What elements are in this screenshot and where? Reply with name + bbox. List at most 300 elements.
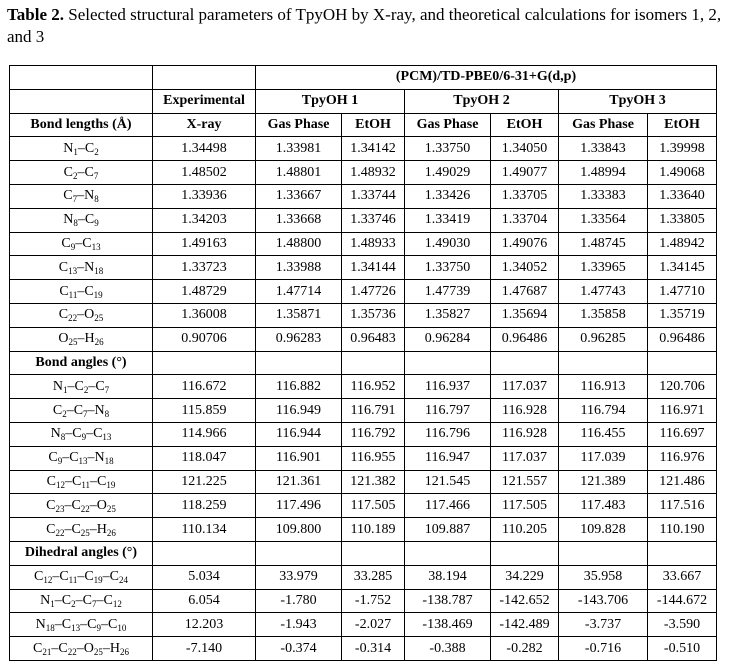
label-symbol: –: [75, 235, 83, 251]
header-row-method: [10, 66, 717, 90]
value-cell: 1.49076: [491, 232, 559, 256]
empty-cell: [405, 351, 491, 375]
label-symbol: C: [46, 521, 56, 537]
table-row: [10, 256, 717, 280]
value-cell: 1.48745: [559, 232, 648, 256]
label-symbol: C: [33, 569, 44, 585]
label-symbol: –: [80, 616, 88, 632]
table-row: [10, 161, 717, 185]
value-cell: 1.33705: [491, 184, 559, 208]
label-symbol: C: [58, 259, 69, 275]
value-cell: 114.966: [153, 422, 256, 446]
table-row: [10, 375, 717, 399]
value-cell: 1.33668: [256, 208, 342, 232]
label-subscript: 11: [81, 479, 90, 490]
value-cell: 1.48502: [153, 161, 256, 185]
empty-cell: [491, 541, 559, 565]
section-title: Bond angles (°): [10, 351, 153, 375]
label-subscript: 18: [104, 456, 114, 467]
label-symbol: O: [58, 331, 69, 347]
label-subscript: 8: [104, 408, 110, 419]
value-cell: 1.49029: [405, 161, 491, 185]
value-cell: 118.259: [153, 494, 256, 518]
empty-cell: [256, 541, 342, 565]
label-subscript: 26: [119, 646, 129, 657]
label-symbol: H: [109, 640, 120, 656]
label-subscript: 25: [68, 337, 78, 348]
value-cell: 12.203: [153, 613, 256, 637]
value-cell: 33.285: [342, 565, 405, 589]
caption-text: Selected structural parameters of TpyOH by X-ray, and theoretical calculations for isomers 1, 2, and 3: [7, 5, 722, 46]
label-symbol: C: [61, 592, 72, 608]
table-row: [10, 637, 717, 661]
value-cell: 109.828: [559, 518, 648, 542]
label-subscript: 7: [104, 384, 110, 395]
value-cell: 35.958: [559, 565, 648, 589]
gas-phase-header: Gas Phase: [405, 113, 491, 137]
empty-cell: [559, 351, 648, 375]
label-subscript: 13: [68, 265, 78, 276]
label-subscript: 25: [93, 646, 103, 657]
label-subscript: 2: [83, 384, 89, 395]
parameter-label: [10, 613, 153, 637]
value-cell: 116.792: [342, 422, 405, 446]
label-subscript: 2: [62, 408, 67, 419]
structural-parameters-table: [9, 65, 717, 661]
value-cell: 1.33564: [559, 208, 648, 232]
value-cell: 1.33936: [153, 184, 256, 208]
label-symbol: C: [107, 616, 118, 632]
label-symbol: –: [52, 569, 60, 585]
label-symbol: N: [52, 378, 63, 394]
label-symbol: C: [82, 235, 92, 251]
value-cell: 1.35694: [491, 303, 559, 327]
value-cell: 117.466: [405, 494, 491, 518]
value-cell: 1.33667: [256, 184, 342, 208]
label-subscript: 7: [72, 194, 78, 205]
value-cell: 121.545: [405, 470, 491, 494]
label-symbol: C: [95, 378, 105, 394]
label-symbol: –: [64, 521, 72, 537]
table-row: [10, 232, 717, 256]
label-subscript: 13: [102, 432, 112, 443]
label-subscript: 19: [106, 479, 116, 490]
label-subscript: 1: [73, 146, 78, 157]
value-cell: 34.229: [491, 565, 559, 589]
label-subscript: 9: [70, 241, 76, 252]
label-subscript: 11: [68, 289, 78, 300]
label-symbol: –: [64, 497, 72, 513]
value-cell: 1.35858: [559, 303, 648, 327]
value-cell: 117.037: [491, 446, 559, 470]
value-cell: 116.928: [491, 399, 559, 423]
value-cell: 1.48932: [342, 161, 405, 185]
value-cell: 1.33426: [405, 184, 491, 208]
value-cell: 1.49030: [405, 232, 491, 256]
value-cell: 1.35736: [342, 303, 405, 327]
label-subscript: 9: [96, 622, 101, 633]
label-symbol: –: [77, 259, 85, 275]
value-cell: 116.697: [648, 422, 717, 446]
label-subscript: 24: [119, 575, 129, 586]
label-symbol: C: [74, 378, 84, 394]
header-empty-cell: [153, 66, 256, 90]
value-cell: 117.505: [491, 494, 559, 518]
label-symbol: C: [58, 640, 68, 656]
value-cell: -1.943: [256, 613, 342, 637]
parameter-label: [10, 470, 153, 494]
parameter-label: [10, 422, 153, 446]
label-subscript: 21: [42, 646, 52, 657]
value-cell: 1.34145: [648, 256, 717, 280]
value-cell: 6.054: [153, 589, 256, 613]
group-header-tpyoh1: TpyOH 1: [256, 89, 405, 113]
label-symbol: C: [97, 473, 107, 489]
label-symbol: C: [82, 592, 92, 608]
label-symbol: N: [50, 426, 61, 442]
value-cell: 117.037: [491, 375, 559, 399]
label-subscript: 22: [67, 646, 77, 657]
value-cell: -142.489: [491, 613, 559, 637]
empty-cell: [559, 541, 648, 565]
label-subscript: 26: [106, 527, 116, 538]
empty-cell: [405, 541, 491, 565]
value-cell: 117.516: [648, 494, 717, 518]
label-symbol: –: [87, 450, 95, 466]
gas-phase-header: Gas Phase: [559, 113, 648, 137]
value-cell: -0.282: [491, 637, 559, 661]
value-cell: 110.134: [153, 518, 256, 542]
value-cell: 116.901: [256, 446, 342, 470]
value-cell: -138.469: [405, 613, 491, 637]
label-subscript: 2: [94, 146, 99, 157]
value-cell: 110.190: [648, 518, 717, 542]
value-cell: -142.652: [491, 589, 559, 613]
parameter-label: [10, 161, 153, 185]
label-subscript: 18: [45, 622, 55, 633]
empty-cell: [342, 351, 405, 375]
label-symbol: N: [63, 212, 74, 228]
empty-cell: [256, 351, 342, 375]
value-cell: 1.33981: [256, 137, 342, 161]
label-symbol: –: [88, 378, 96, 394]
label-subscript: 9: [81, 432, 87, 443]
value-cell: 1.33419: [405, 208, 491, 232]
label-symbol: –: [89, 521, 97, 537]
label-subscript: 18: [94, 265, 104, 276]
label-subscript: 22: [55, 527, 65, 538]
value-cell: 117.483: [559, 494, 648, 518]
label-subscript: 9: [94, 218, 99, 229]
section-title: Dihedral angles (°): [10, 541, 153, 565]
value-cell: 0.96486: [491, 327, 559, 351]
value-cell: 110.205: [491, 518, 559, 542]
value-cell: 116.796: [405, 422, 491, 446]
table-row: [10, 137, 717, 161]
value-cell: 116.949: [256, 399, 342, 423]
label-subscript: 9: [57, 456, 63, 467]
value-cell: 1.33988: [256, 256, 342, 280]
label-symbol: C: [52, 402, 63, 418]
label-subscript: 26: [94, 337, 104, 348]
value-cell: -138.787: [405, 589, 491, 613]
label-symbol: –: [65, 426, 73, 442]
value-cell: 1.49163: [153, 232, 256, 256]
label-symbol: –: [75, 592, 83, 608]
parameter-label: [10, 589, 153, 613]
value-cell: 1.36008: [153, 303, 256, 327]
label-subscript: 1: [62, 384, 68, 395]
header-empty-cell: [10, 66, 153, 90]
label-symbol: –: [77, 140, 85, 156]
value-cell: 1.49077: [491, 161, 559, 185]
label-symbol: –: [86, 426, 94, 442]
label-symbol: –: [100, 616, 108, 632]
section-row: [10, 113, 717, 137]
value-cell: 116.947: [405, 446, 491, 470]
label-symbol: –: [102, 640, 110, 656]
table-row: [10, 184, 717, 208]
value-cell: 1.33750: [405, 256, 491, 280]
value-cell: -1.752: [342, 589, 405, 613]
etoh-header: EtOH: [491, 113, 559, 137]
parameter-label: [10, 565, 153, 589]
label-symbol: C: [84, 569, 94, 585]
value-cell: -7.140: [153, 637, 256, 661]
parameter-label: [10, 375, 153, 399]
value-cell: 116.672: [153, 375, 256, 399]
value-cell: 109.800: [256, 518, 342, 542]
label-symbol: C: [33, 640, 43, 656]
label-subscript: 1: [50, 598, 55, 609]
value-cell: 1.33805: [648, 208, 717, 232]
label-symbol: –: [96, 592, 104, 608]
value-cell: 121.557: [491, 470, 559, 494]
value-cell: -3.590: [648, 613, 717, 637]
label-symbol: C: [84, 212, 95, 228]
empty-cell: [491, 351, 559, 375]
table-row: [10, 422, 717, 446]
experimental-header: Experimental: [153, 89, 256, 113]
label-symbol: C: [71, 497, 81, 513]
etoh-header: EtOH: [648, 113, 717, 137]
label-symbol: O: [83, 640, 94, 656]
empty-cell: [648, 351, 717, 375]
value-cell: 117.039: [559, 446, 648, 470]
value-cell: 116.928: [491, 422, 559, 446]
parameter-label: [10, 280, 153, 304]
table-row: [10, 494, 717, 518]
label-symbol: –: [66, 402, 74, 418]
parameter-label: [10, 494, 153, 518]
label-subscript: 13: [78, 456, 88, 467]
value-cell: 116.937: [405, 375, 491, 399]
label-subscript: 12: [43, 575, 53, 586]
label-symbol: C: [71, 521, 81, 537]
xray-header: X-ray: [153, 113, 256, 137]
empty-cell: [153, 351, 256, 375]
value-cell: 1.35871: [256, 303, 342, 327]
label-symbol: –: [90, 473, 97, 489]
etoh-header: EtOH: [342, 113, 405, 137]
label-symbol: C: [73, 402, 84, 418]
group-header-tpyoh3: TpyOH 3: [559, 89, 717, 113]
table-row: [10, 280, 717, 304]
parameter-label: [10, 232, 153, 256]
value-cell: 0.96486: [648, 327, 717, 351]
table-row: [10, 327, 717, 351]
value-cell: 121.486: [648, 470, 717, 494]
parameter-label: [10, 399, 153, 423]
label-symbol: –: [77, 283, 85, 299]
value-cell: 121.389: [559, 470, 648, 494]
value-cell: -0.510: [648, 637, 717, 661]
value-cell: -144.672: [648, 589, 717, 613]
parameter-label: [10, 208, 153, 232]
label-symbol: H: [84, 331, 95, 347]
value-cell: 116.797: [405, 399, 491, 423]
value-cell: 0.96285: [559, 327, 648, 351]
parameter-label: [10, 446, 153, 470]
value-cell: 1.35719: [648, 303, 717, 327]
label-subscript: 25: [106, 503, 116, 514]
label-symbol: –: [77, 307, 85, 323]
label-symbol: C: [59, 569, 69, 585]
value-cell: 116.791: [342, 399, 405, 423]
value-cell: 1.48800: [256, 232, 342, 256]
value-cell: 1.33744: [342, 184, 405, 208]
label-symbol: –: [67, 378, 75, 394]
value-cell: 1.47726: [342, 280, 405, 304]
value-cell: -0.388: [405, 637, 491, 661]
section-row: [10, 541, 717, 565]
label-symbol: N: [35, 616, 46, 632]
caption-label: Table 2.: [7, 5, 65, 24]
value-cell: 1.39998: [648, 137, 717, 161]
label-subscript: 10: [117, 622, 127, 633]
gas-phase-header: Gas Phase: [256, 113, 342, 137]
label-subscript: 19: [93, 575, 103, 586]
label-symbol: –: [62, 450, 70, 466]
value-cell: 1.35827: [405, 303, 491, 327]
label-symbol: –: [77, 188, 85, 204]
value-cell: 33.979: [256, 565, 342, 589]
label-symbol: C: [84, 283, 94, 299]
value-cell: 1.48801: [256, 161, 342, 185]
label-subscript: 7: [93, 170, 99, 181]
table-row: [10, 470, 717, 494]
value-cell: 1.48942: [648, 232, 717, 256]
value-cell: 1.33383: [559, 184, 648, 208]
value-cell: 109.887: [405, 518, 491, 542]
label-symbol: C: [72, 426, 82, 442]
label-symbol: C: [46, 473, 56, 489]
value-cell: 1.48729: [153, 280, 256, 304]
value-cell: -0.374: [256, 637, 342, 661]
value-cell: 120.706: [648, 375, 717, 399]
value-cell: 117.496: [256, 494, 342, 518]
label-symbol: C: [46, 497, 56, 513]
value-cell: 115.859: [153, 399, 256, 423]
value-cell: 1.33750: [405, 137, 491, 161]
table-row: [10, 446, 717, 470]
header-row-groups: [10, 89, 717, 113]
parameter-label: [10, 256, 153, 280]
value-cell: 1.47714: [256, 280, 342, 304]
table-row: [10, 589, 717, 613]
parameter-label: [10, 518, 153, 542]
label-subscript: 8: [60, 432, 66, 443]
label-symbol: –: [64, 473, 72, 489]
value-cell: -0.716: [559, 637, 648, 661]
value-cell: 1.34498: [153, 137, 256, 161]
value-cell: 121.382: [342, 470, 405, 494]
value-cell: -143.706: [559, 589, 648, 613]
label-subscript: 11: [68, 575, 78, 586]
label-symbol: –: [76, 640, 84, 656]
label-symbol: N: [84, 259, 95, 275]
section-row: [10, 351, 717, 375]
value-cell: 0.96483: [342, 327, 405, 351]
label-symbol: –: [87, 402, 95, 418]
label-symbol: C: [59, 283, 69, 299]
label-symbol: C: [109, 569, 120, 585]
value-cell: 1.33843: [559, 137, 648, 161]
label-subscript: 12: [112, 598, 122, 609]
value-cell: 117.505: [342, 494, 405, 518]
value-cell: 0.96283: [256, 327, 342, 351]
label-symbol: O: [96, 497, 107, 513]
value-cell: 1.34052: [491, 256, 559, 280]
label-symbol: C: [87, 616, 97, 632]
table-row: [10, 208, 717, 232]
section-title: Bond lengths (Å): [10, 113, 153, 137]
parameter-label: [10, 637, 153, 661]
value-cell: 5.034: [153, 565, 256, 589]
value-cell: 0.96284: [405, 327, 491, 351]
value-cell: 1.48933: [342, 232, 405, 256]
table-row: [10, 565, 717, 589]
label-subscript: 2: [73, 170, 78, 181]
value-cell: 1.33640: [648, 184, 717, 208]
label-symbol: C: [63, 188, 73, 204]
value-cell: 1.34144: [342, 256, 405, 280]
group-header-tpyoh2: TpyOH 2: [405, 89, 559, 113]
label-symbol: C: [71, 473, 82, 489]
value-cell: 1.47743: [559, 280, 648, 304]
label-symbol: –: [77, 212, 85, 228]
value-cell: 1.48994: [559, 161, 648, 185]
label-symbol: –: [102, 569, 110, 585]
label-symbol: N: [84, 188, 95, 204]
label-symbol: –: [77, 331, 85, 347]
table-caption: [7, 4, 729, 48]
label-symbol: N: [63, 140, 74, 156]
label-symbol: N: [94, 450, 105, 466]
value-cell: 1.33746: [342, 208, 405, 232]
label-symbol: C: [61, 616, 72, 632]
label-subscript: 13: [71, 622, 81, 633]
value-cell: 118.047: [153, 446, 256, 470]
label-subscript: 13: [91, 241, 101, 252]
value-cell: 121.361: [256, 470, 342, 494]
label-subscript: 23: [55, 503, 65, 514]
value-cell: 1.33704: [491, 208, 559, 232]
value-cell: 121.225: [153, 470, 256, 494]
label-symbol: –: [77, 164, 85, 180]
parameter-label: [10, 303, 153, 327]
empty-cell: [648, 541, 717, 565]
